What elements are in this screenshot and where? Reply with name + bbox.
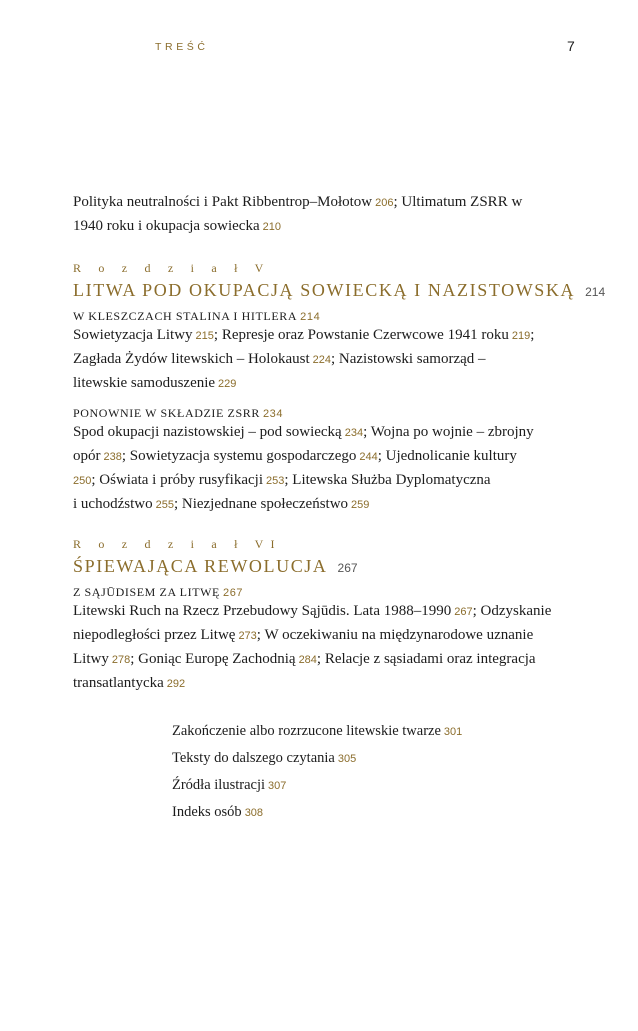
entry-text: opór bbox=[73, 448, 101, 464]
toc-entry bbox=[73, 624, 573, 648]
running-header-title: TREŚĆ bbox=[155, 41, 209, 53]
page-ref: 234 bbox=[262, 408, 284, 420]
chapter-page: 267 bbox=[337, 561, 358, 575]
appendix-entry bbox=[172, 718, 573, 745]
entry-text: ; Ujednolicanie kultury bbox=[377, 448, 517, 464]
page-ref: 224 bbox=[312, 354, 331, 366]
page-ref: 229 bbox=[218, 378, 237, 390]
entry-text: niepodległości przez Litwę bbox=[73, 627, 236, 643]
toc-entry bbox=[73, 672, 573, 696]
entry-text: Indeks osób bbox=[172, 804, 242, 820]
appendix-entry bbox=[172, 772, 573, 799]
page-ref: 273 bbox=[238, 630, 257, 642]
page-ref: 244 bbox=[359, 451, 378, 463]
page-ref: 234 bbox=[344, 427, 364, 439]
entry-text: transatlantycka bbox=[73, 675, 164, 691]
chapter-label: R o z d z i a ł VI bbox=[73, 537, 282, 551]
section-title-text: Z SĄJŪDISEM ZA LITWĘ bbox=[73, 585, 220, 599]
page-ref: 301 bbox=[443, 726, 463, 738]
toc-entry bbox=[73, 324, 573, 348]
page-ref: 215 bbox=[195, 330, 214, 342]
page-number: 7 bbox=[567, 38, 575, 54]
section-title bbox=[73, 406, 573, 421]
toc-entry bbox=[73, 600, 573, 624]
page-ref: 206 bbox=[375, 197, 394, 209]
entry-text: Zagłada Żydów litewskich – Holokaust bbox=[73, 351, 310, 367]
page-ref: 219 bbox=[511, 330, 531, 342]
entry-text: ; Litewska Służba Dyplomatyczna bbox=[284, 472, 491, 488]
page-ref: 238 bbox=[103, 451, 122, 463]
page-ref: 210 bbox=[262, 221, 281, 233]
chapter-6 bbox=[73, 537, 573, 696]
entry-text: ; Represje oraz Powstanie Czerwcowe 1941 roku bbox=[213, 327, 509, 343]
entry-text: Źródła ilustracji bbox=[172, 777, 266, 793]
toc-content bbox=[73, 191, 606, 826]
chapter-title: ŚPIEWAJĄCA REWOLUCJA 267 bbox=[73, 556, 358, 576]
page-ref: 214 bbox=[300, 311, 321, 323]
toc-entry: Polityka neutralności i Pakt Ribbentrop–Mołotow 206; Ultimatum ZSRR w bbox=[73, 194, 523, 210]
appendix-entry bbox=[172, 799, 573, 826]
entry-text: ; Oświata i próby rusyfikacji bbox=[91, 472, 263, 488]
section-title-text: PONOWNIE W SKŁADZIE ZSRR bbox=[73, 406, 260, 420]
entry-text: ; Odzyskanie bbox=[472, 603, 552, 619]
appendix-list bbox=[172, 718, 573, 826]
page-ref: 308 bbox=[244, 807, 264, 819]
toc-entry: 1940 roku i okupacja sowiecka 210 bbox=[73, 218, 281, 234]
page-ref: 250 bbox=[73, 475, 92, 487]
toc-entry bbox=[73, 348, 573, 372]
entry-text: ; Sowietyzacja systemu gospodarczego bbox=[121, 448, 357, 464]
page-ref: 267 bbox=[454, 606, 473, 618]
entry-text: Spod okupacji nazistowskiej – pod sowiecką bbox=[73, 424, 342, 440]
entry-text: Sowietyzacja Litwy bbox=[73, 327, 193, 343]
page-ref: 267 bbox=[223, 587, 244, 599]
chapter-5 bbox=[73, 261, 606, 517]
toc-entry bbox=[73, 445, 573, 469]
entry-text: Litewski Ruch na Rzecz Przebudowy Sąjūdis. Lata 1988–1990 bbox=[73, 603, 452, 619]
page-ref: 307 bbox=[268, 780, 287, 792]
toc-entry bbox=[73, 421, 573, 445]
entry-text: i uchodźstwo bbox=[73, 496, 153, 512]
chapter-label: R o z d z i a ł V bbox=[73, 261, 271, 275]
page-ref: 255 bbox=[155, 499, 174, 511]
entry-text: ; bbox=[530, 327, 535, 343]
toc-entry bbox=[73, 648, 573, 672]
page-ref: 292 bbox=[166, 678, 186, 690]
entry-text: litewskie samoduszenie bbox=[73, 375, 216, 391]
entry-text: ; Relacje z sąsiadami oraz integracja bbox=[316, 651, 536, 667]
toc-entry bbox=[73, 372, 573, 396]
section-title bbox=[73, 309, 573, 324]
entry-text: ; Nazistowski samorząd – bbox=[330, 351, 486, 367]
chapter-page: 214 bbox=[585, 285, 606, 299]
page-ref: 278 bbox=[111, 654, 131, 666]
appendix-entry bbox=[172, 745, 573, 772]
chapter-sections bbox=[73, 309, 573, 517]
entry-text: Teksty do dalszego czytania bbox=[172, 750, 335, 766]
page-ref: 259 bbox=[351, 499, 370, 511]
entry-text: ; Goniąc Europę Zachodnią bbox=[130, 651, 296, 667]
toc-entry bbox=[73, 493, 573, 517]
chapter-sections bbox=[73, 585, 573, 696]
section-title-text: W KLESZCZACH STALINA I HITLERA bbox=[73, 309, 298, 323]
entry-text: ; Niezjednane społeczeństwo bbox=[173, 496, 349, 512]
page-ref: 284 bbox=[298, 654, 317, 666]
page-ref: 305 bbox=[337, 753, 357, 765]
entry-text: ; W oczekiwaniu na międzynarodowe uznanie bbox=[256, 627, 534, 643]
page-ref: 253 bbox=[266, 475, 285, 487]
entry-text: Litwy bbox=[73, 651, 109, 667]
entry-text: ; Wojna po wojnie – zbrojny bbox=[363, 424, 534, 440]
chapter-title: LITWA POD OKUPACJĄ SOWIECKĄ I NAZISTOWSKĄ 214 bbox=[73, 280, 606, 300]
toc-entry bbox=[73, 469, 573, 493]
section-title bbox=[73, 585, 573, 600]
entry-text: Zakończenie albo rozrzucone litewskie twarze bbox=[172, 723, 441, 739]
